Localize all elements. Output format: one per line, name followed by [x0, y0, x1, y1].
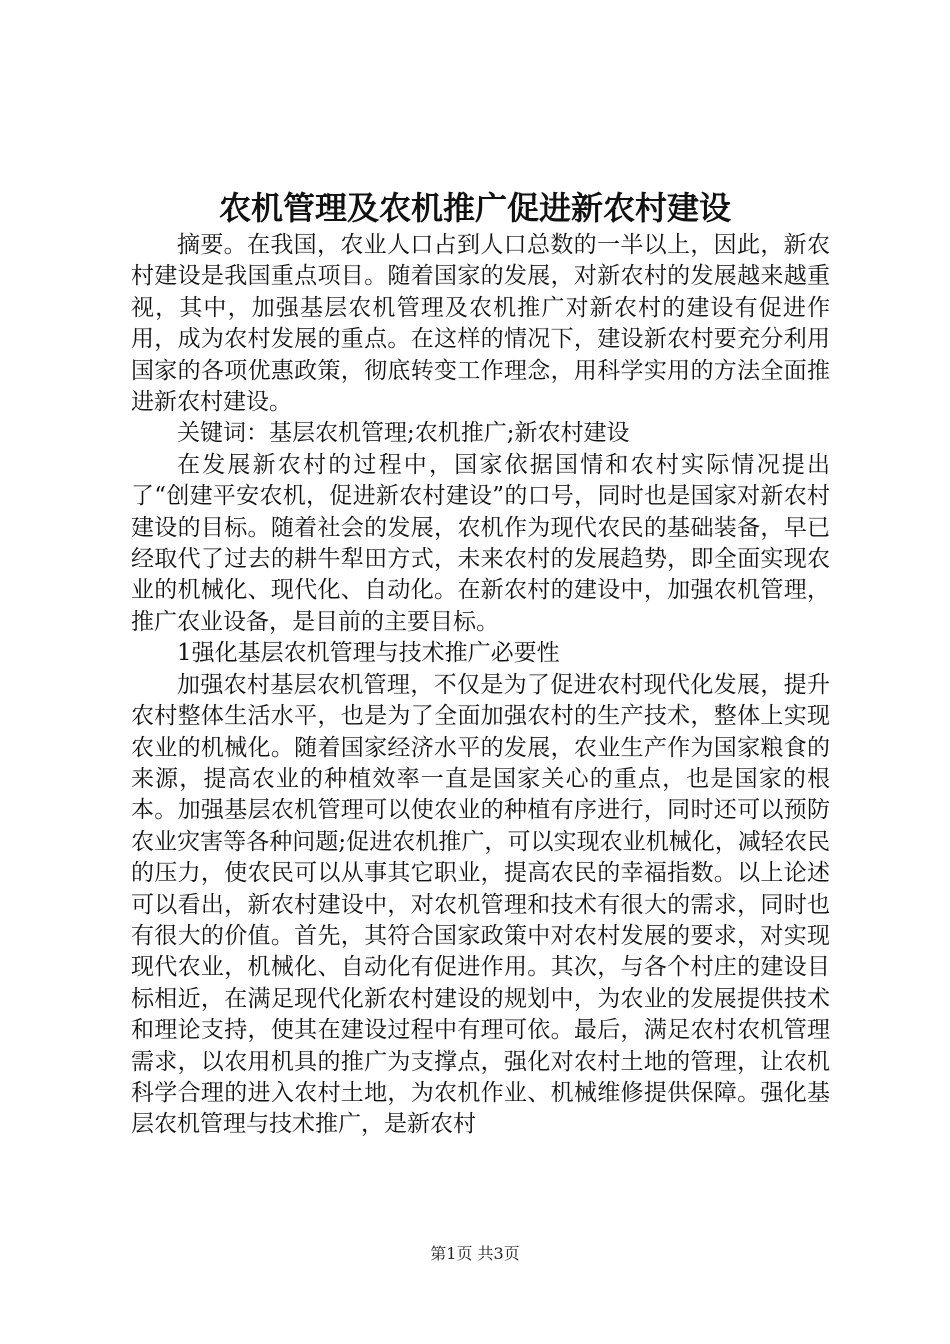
intro-paragraph: 在发展新农村的过程中，国家依据国情和农村实际情况提出了“创建平安农机，促进新农村建设”的口号，同时也是国家对新农村建设的目标。随着社会的发展，农机作为现代农民的基础装备，早已经取代了过去的耕牛犁田方式，未来农村的发展趋势，即全面实现农业的机械化、现代化、自动化。在新农村的建设中，加强农机管理，推广农业设备，是目前的主要目标。: [131, 451, 830, 635]
document-title: 农机管理及农机推广促进新农村建设: [218, 189, 731, 227]
section-paragraph: 加强农村基层农机管理，不仅是为了促进农村现代化发展，提升农村整体生活水平，也是为了全面加强农村的生产技术，整体上实现农业的机械化。随着国家经济水平的发展，农业生产作为国家粮食的来源，提高农业的种植效率一直是国家关心的重点，也是国家的根本。加强基层农机管理可以使农业的种植有序进行，同时还可以预防农业灾害等各种问题;促进农机推广，可以实现农业机械化，减轻农民的压力，使农民可以从事其它职业，提高农民的幸福指数。以上论述可以看出，新农村建设中，对农机管理和技术有很大的需求，同时也有很大的价值。首先，其符合国家政策中对农村发展的要求，对实现现代农业，机械化、自动化有促进作用。其次，与各个村庄的建设目标相近，在满足现代化新农村建设的规划中，为农业的发展提供技术和理论支持，使其在建设过程中有理可依。最后，满足农村农机管理需求，以农用机具的推广为支撑点，强化对农村土地的管理，让农机科学合理的进入农村土地，为农机作业、机械维修提供保障。强化基层农机管理与技术推广，是新农村: [131, 671, 830, 1138]
abstract-paragraph: 摘要。在我国，农业人口占到人口总数的一半以上，因此，新农村建设是我国重点项目。随着国家的发展，对新农村的发展越来越重视，其中，加强基层农机管理及农机推广对新农村的建设有促进作用，成为农村发展的重点。在这样的情况下，建设新农村要充分利用国家的各项优惠政策，彻底转变工作理念，用科学实用的方法全面推进新农村建设。: [131, 232, 830, 416]
page-footer: 第1页 共3页: [430, 1244, 520, 1263]
section-heading: 1强化基层农机管理与技术推广必要性: [177, 640, 560, 667]
document-body: [131, 230, 830, 1141]
keywords-paragraph: 关键词：基层农机管理;农机推广;新农村建设: [177, 420, 630, 447]
